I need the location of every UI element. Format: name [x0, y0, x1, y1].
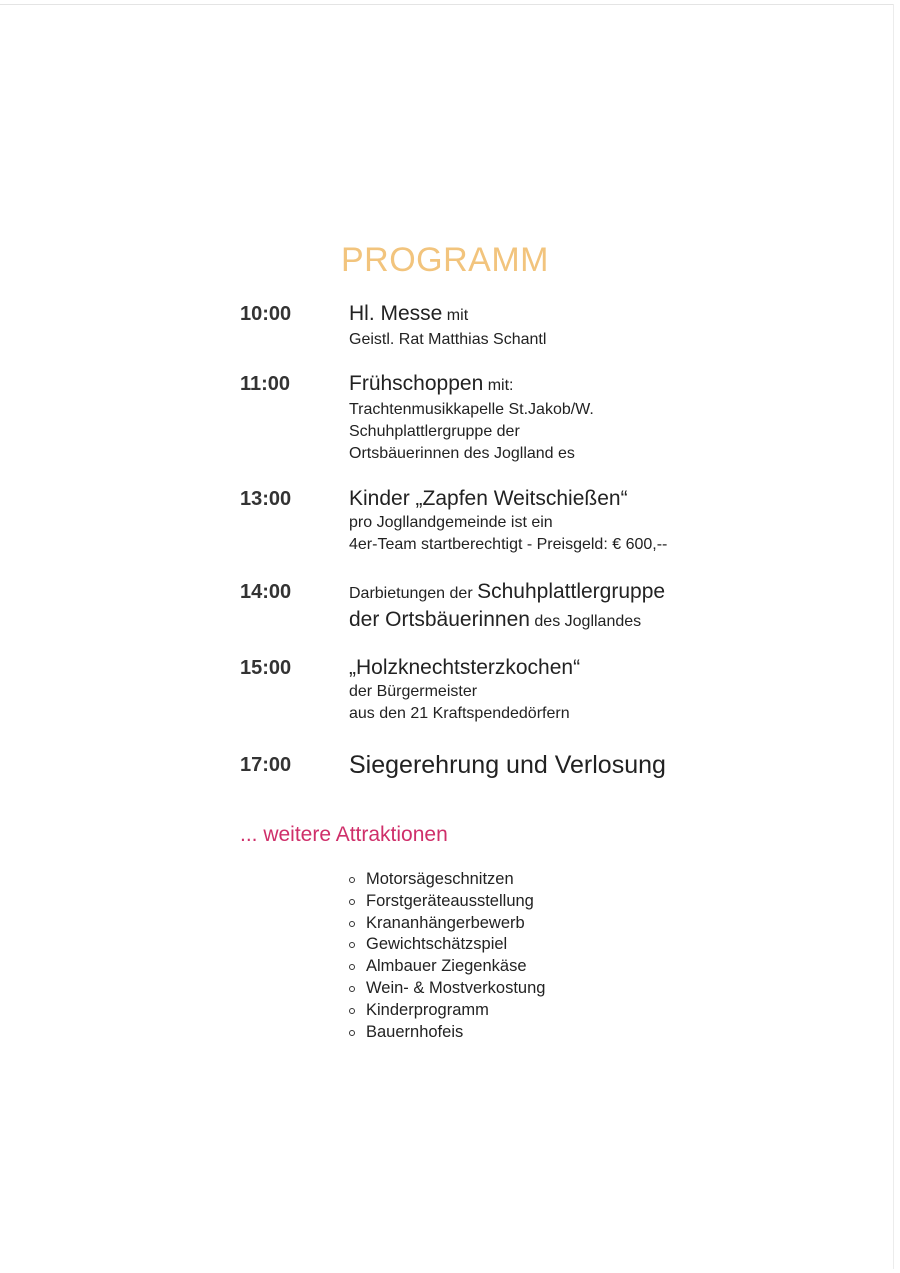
bullet-icon	[349, 1030, 355, 1036]
list-item	[349, 913, 545, 935]
event-time: 15:00	[240, 657, 292, 679]
list-item-label: Motorsägeschnitzen	[366, 870, 514, 888]
event-time: 10:00	[240, 303, 292, 325]
event-time: 11:00	[240, 373, 291, 395]
event-body	[349, 579, 749, 635]
event-body	[349, 655, 749, 725]
list-item-label: Almbauer Ziegenkäse	[366, 957, 527, 976]
list-item	[349, 956, 545, 978]
event-detail: pro Jogllandgemeinde ist ein	[349, 514, 553, 531]
event-headline: „Holzknechtsterzkochen“	[349, 656, 581, 679]
list-item-label: Forstgeräteausstellung	[366, 891, 534, 910]
bullet-icon	[349, 942, 355, 948]
event-detail: der Bürgermeister	[349, 683, 478, 700]
event-detail: aus den 21 Kraftspendedörfern	[349, 705, 570, 722]
event-headline: Siegerehrung und Verlosung	[349, 751, 666, 779]
event-line-1-prefix: Darbietungen der	[349, 585, 478, 602]
event-body	[349, 371, 749, 465]
event-detail: Schuhplattlergruppe der	[349, 423, 520, 440]
list-item-label: Gewichtschätzspiel	[366, 935, 508, 954]
list-item-label: Bauernhofeis	[366, 1022, 464, 1041]
event-time: 13:00	[240, 488, 292, 510]
list-item	[349, 1000, 545, 1022]
bullet-icon	[349, 899, 355, 905]
bullet-icon	[349, 877, 355, 883]
event-headline: Frühschoppen	[349, 372, 484, 395]
event-headline-line	[349, 371, 749, 399]
event-headline: Kinder „Zapfen Weitschießen“	[349, 487, 628, 510]
event-time: 14:00	[240, 581, 292, 603]
bullet-icon	[349, 921, 355, 927]
list-item	[349, 1022, 545, 1044]
page-title: PROGRAMM	[341, 241, 549, 279]
list-item-label: Wein- & Mostverkostung	[366, 978, 546, 997]
list-item	[349, 869, 545, 891]
event-headline: Hl. Messe	[349, 302, 443, 325]
scan-edge-top	[0, 4, 893, 5]
event-line-2	[349, 607, 749, 635]
list-item	[349, 934, 545, 956]
event-line-2-suffix: des Jogllandes	[529, 613, 642, 630]
event-line-2-main: der Ortsbäuerinnen	[349, 608, 530, 631]
scan-edge-right	[893, 4, 894, 1269]
attractions-heading: ... weitere Attraktionen	[240, 823, 448, 846]
event-time: 17:00	[240, 754, 292, 776]
event-body	[349, 301, 749, 351]
bullet-icon	[349, 1008, 355, 1014]
event-detail: Ortsbäuerinnen des Joglland es	[349, 445, 575, 462]
bullet-icon	[349, 964, 355, 970]
event-line-1-main: Schuhplattlergruppe	[477, 580, 666, 603]
list-item	[349, 978, 545, 1000]
list-item-label: Kinderprogramm	[366, 1000, 489, 1019]
attractions-list	[349, 869, 545, 1043]
list-item-label: Krananhängerbewerb	[366, 913, 525, 932]
list-item	[349, 891, 545, 913]
event-body	[349, 486, 749, 556]
event-detail: Trachtenmusikkapelle St.Jakob/W.	[349, 401, 594, 418]
event-headline-line	[349, 301, 749, 329]
event-detail: Geistl. Rat Matthias Schantl	[349, 331, 547, 348]
event-body	[349, 750, 749, 780]
event-line-1	[349, 579, 749, 607]
event-headline-suffix: mit	[442, 307, 469, 324]
bullet-icon	[349, 986, 355, 992]
event-headline-suffix: mit:	[483, 377, 514, 394]
event-detail: 4er-Team startberechtigt - Preisgeld: € 600,--	[349, 536, 668, 553]
